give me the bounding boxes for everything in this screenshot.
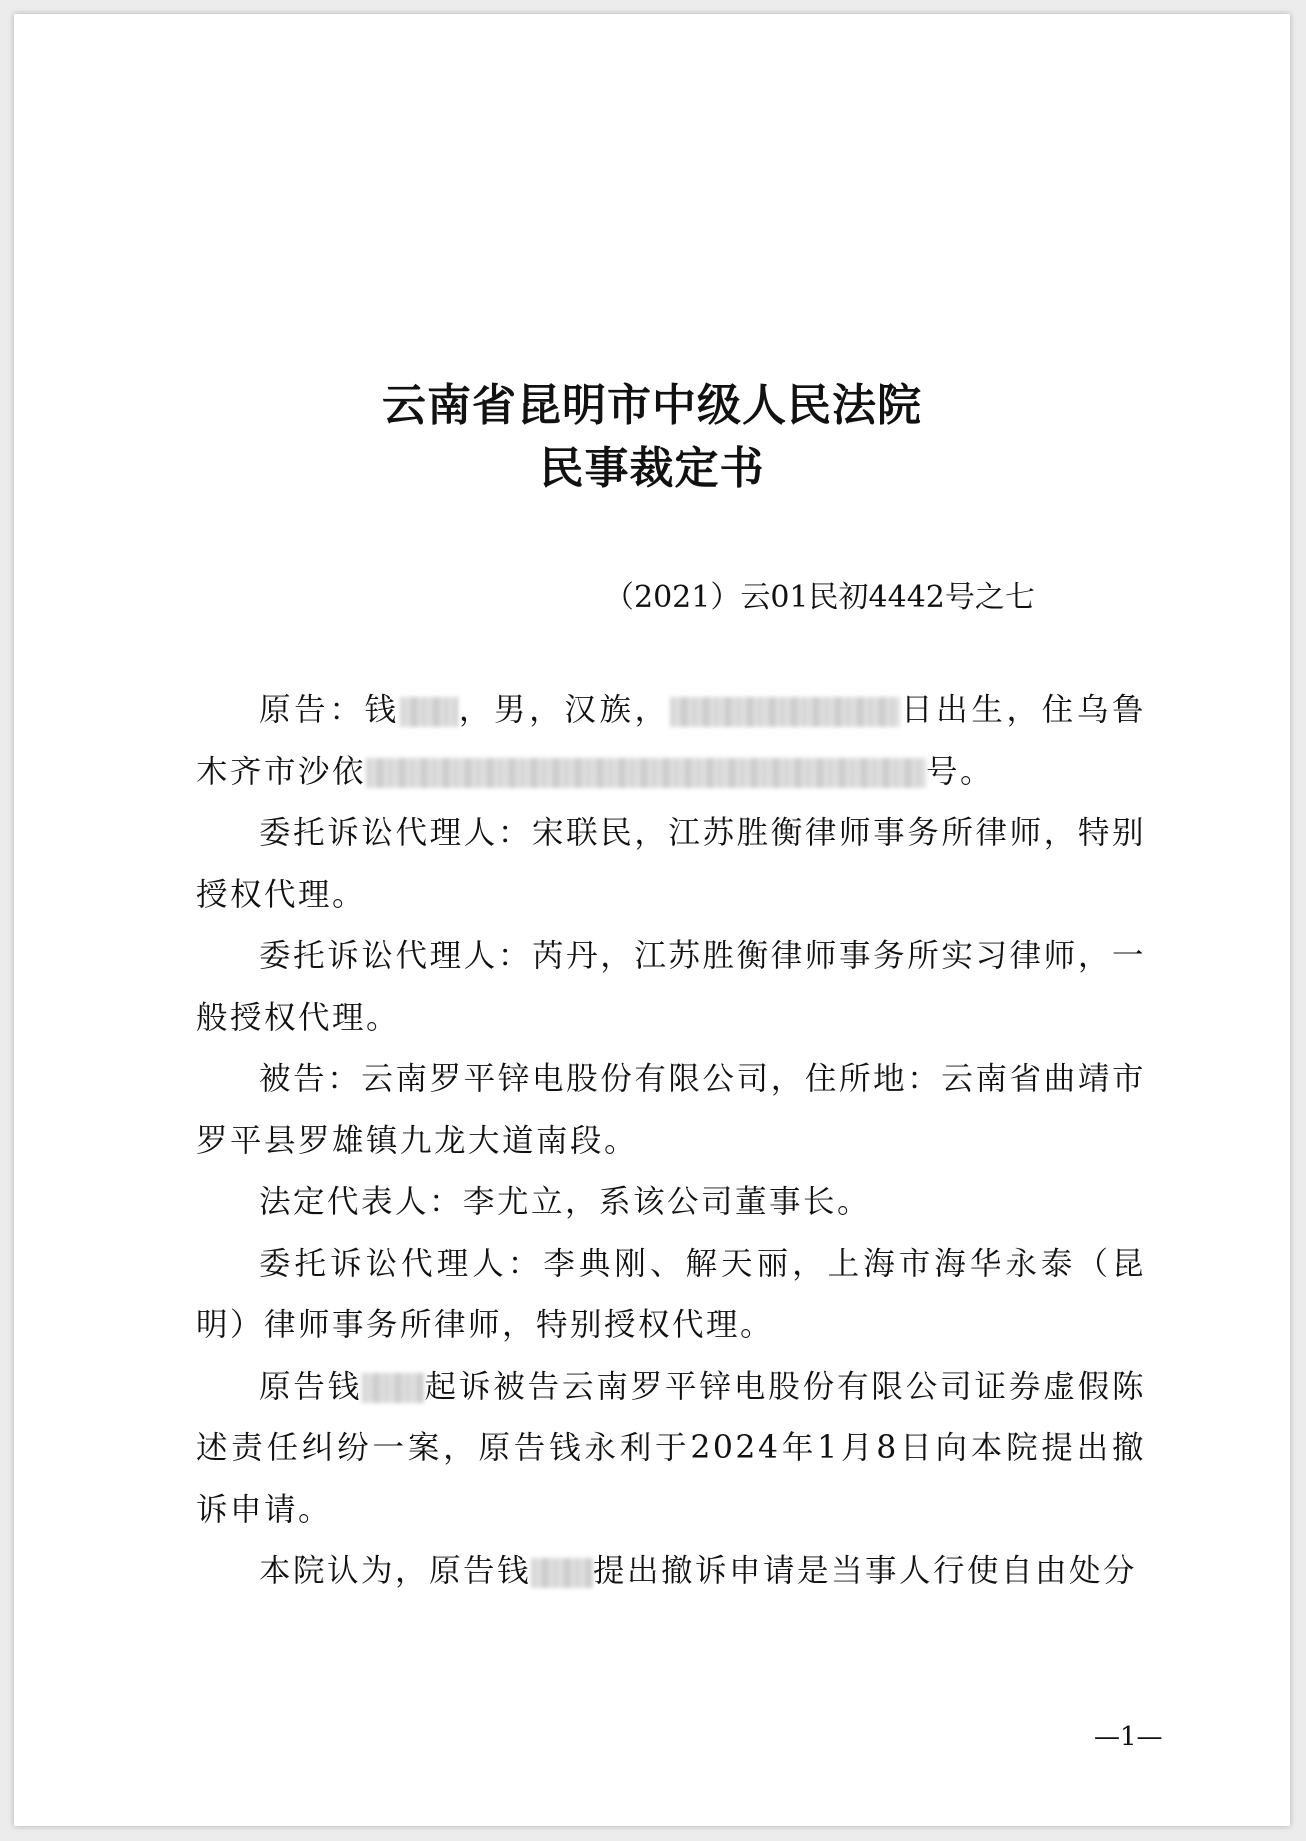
court-opinion-rest: 提出撤诉申请是当事人行使自由处分 bbox=[593, 1553, 1138, 1589]
court-name-heading: 云南省昆明市中级人民法院 bbox=[382, 380, 922, 431]
case-summary-start: 原告钱 bbox=[259, 1368, 363, 1405]
defendant-paragraph: 被告：云南罗平锌电股份有限公司，住所地：云南省曲靖市罗平县罗雄镇九龙大道南段。 bbox=[196, 1061, 1146, 1159]
redacted-address bbox=[366, 758, 926, 788]
court-opinion-paragraph bbox=[196, 1541, 1146, 1603]
redacted-name bbox=[362, 1373, 424, 1403]
document-page bbox=[14, 14, 1290, 1826]
document-type-heading: 民事裁定书 bbox=[539, 443, 765, 494]
agent-paragraph-3: 委托诉讼代理人：李典刚、解天丽，上海市海华永泰（昆明）律师事务所律师，特别授权代理。 bbox=[196, 1245, 1146, 1343]
redacted-name bbox=[531, 1558, 593, 1588]
document-body bbox=[196, 680, 1146, 1603]
case-number: （2021）云01民初4442号之七 bbox=[604, 580, 1035, 615]
redacted-birthdate bbox=[670, 697, 900, 727]
case-summary-rest: 起诉被告云南罗平锌电股份有限公司证券虚假陈述责任纠纷一案，原告钱永利于2024年1月8日向本院提出撤诉申请。 bbox=[196, 1368, 1146, 1528]
court-opinion-start: 本院认为，原告钱 bbox=[259, 1553, 532, 1589]
legal-representative-paragraph: 法定代表人：李尤立，系该公司董事长。 bbox=[259, 1184, 872, 1220]
page-number: —1— bbox=[1094, 1722, 1163, 1752]
plaintiff-address-end: 号。 bbox=[926, 753, 995, 790]
plaintiff-address: 日出生，住乌鲁木齐市沙依 bbox=[196, 692, 1146, 790]
plaintiff-label: 原告：钱 bbox=[259, 692, 400, 728]
plaintiff-info: ，男，汉族， bbox=[457, 692, 670, 728]
agent-paragraph-1: 委托诉讼代理人：宋联民，江苏胜衡律师事务所律师，特别授权代理。 bbox=[196, 815, 1146, 913]
agent-paragraph-2: 委托诉讼代理人：芮丹，江苏胜衡律师事务所实习律师，一般授权代理。 bbox=[196, 938, 1146, 1036]
case-summary-paragraph bbox=[196, 1357, 1146, 1542]
redacted-name bbox=[400, 697, 458, 727]
plaintiff-paragraph bbox=[196, 680, 1146, 803]
